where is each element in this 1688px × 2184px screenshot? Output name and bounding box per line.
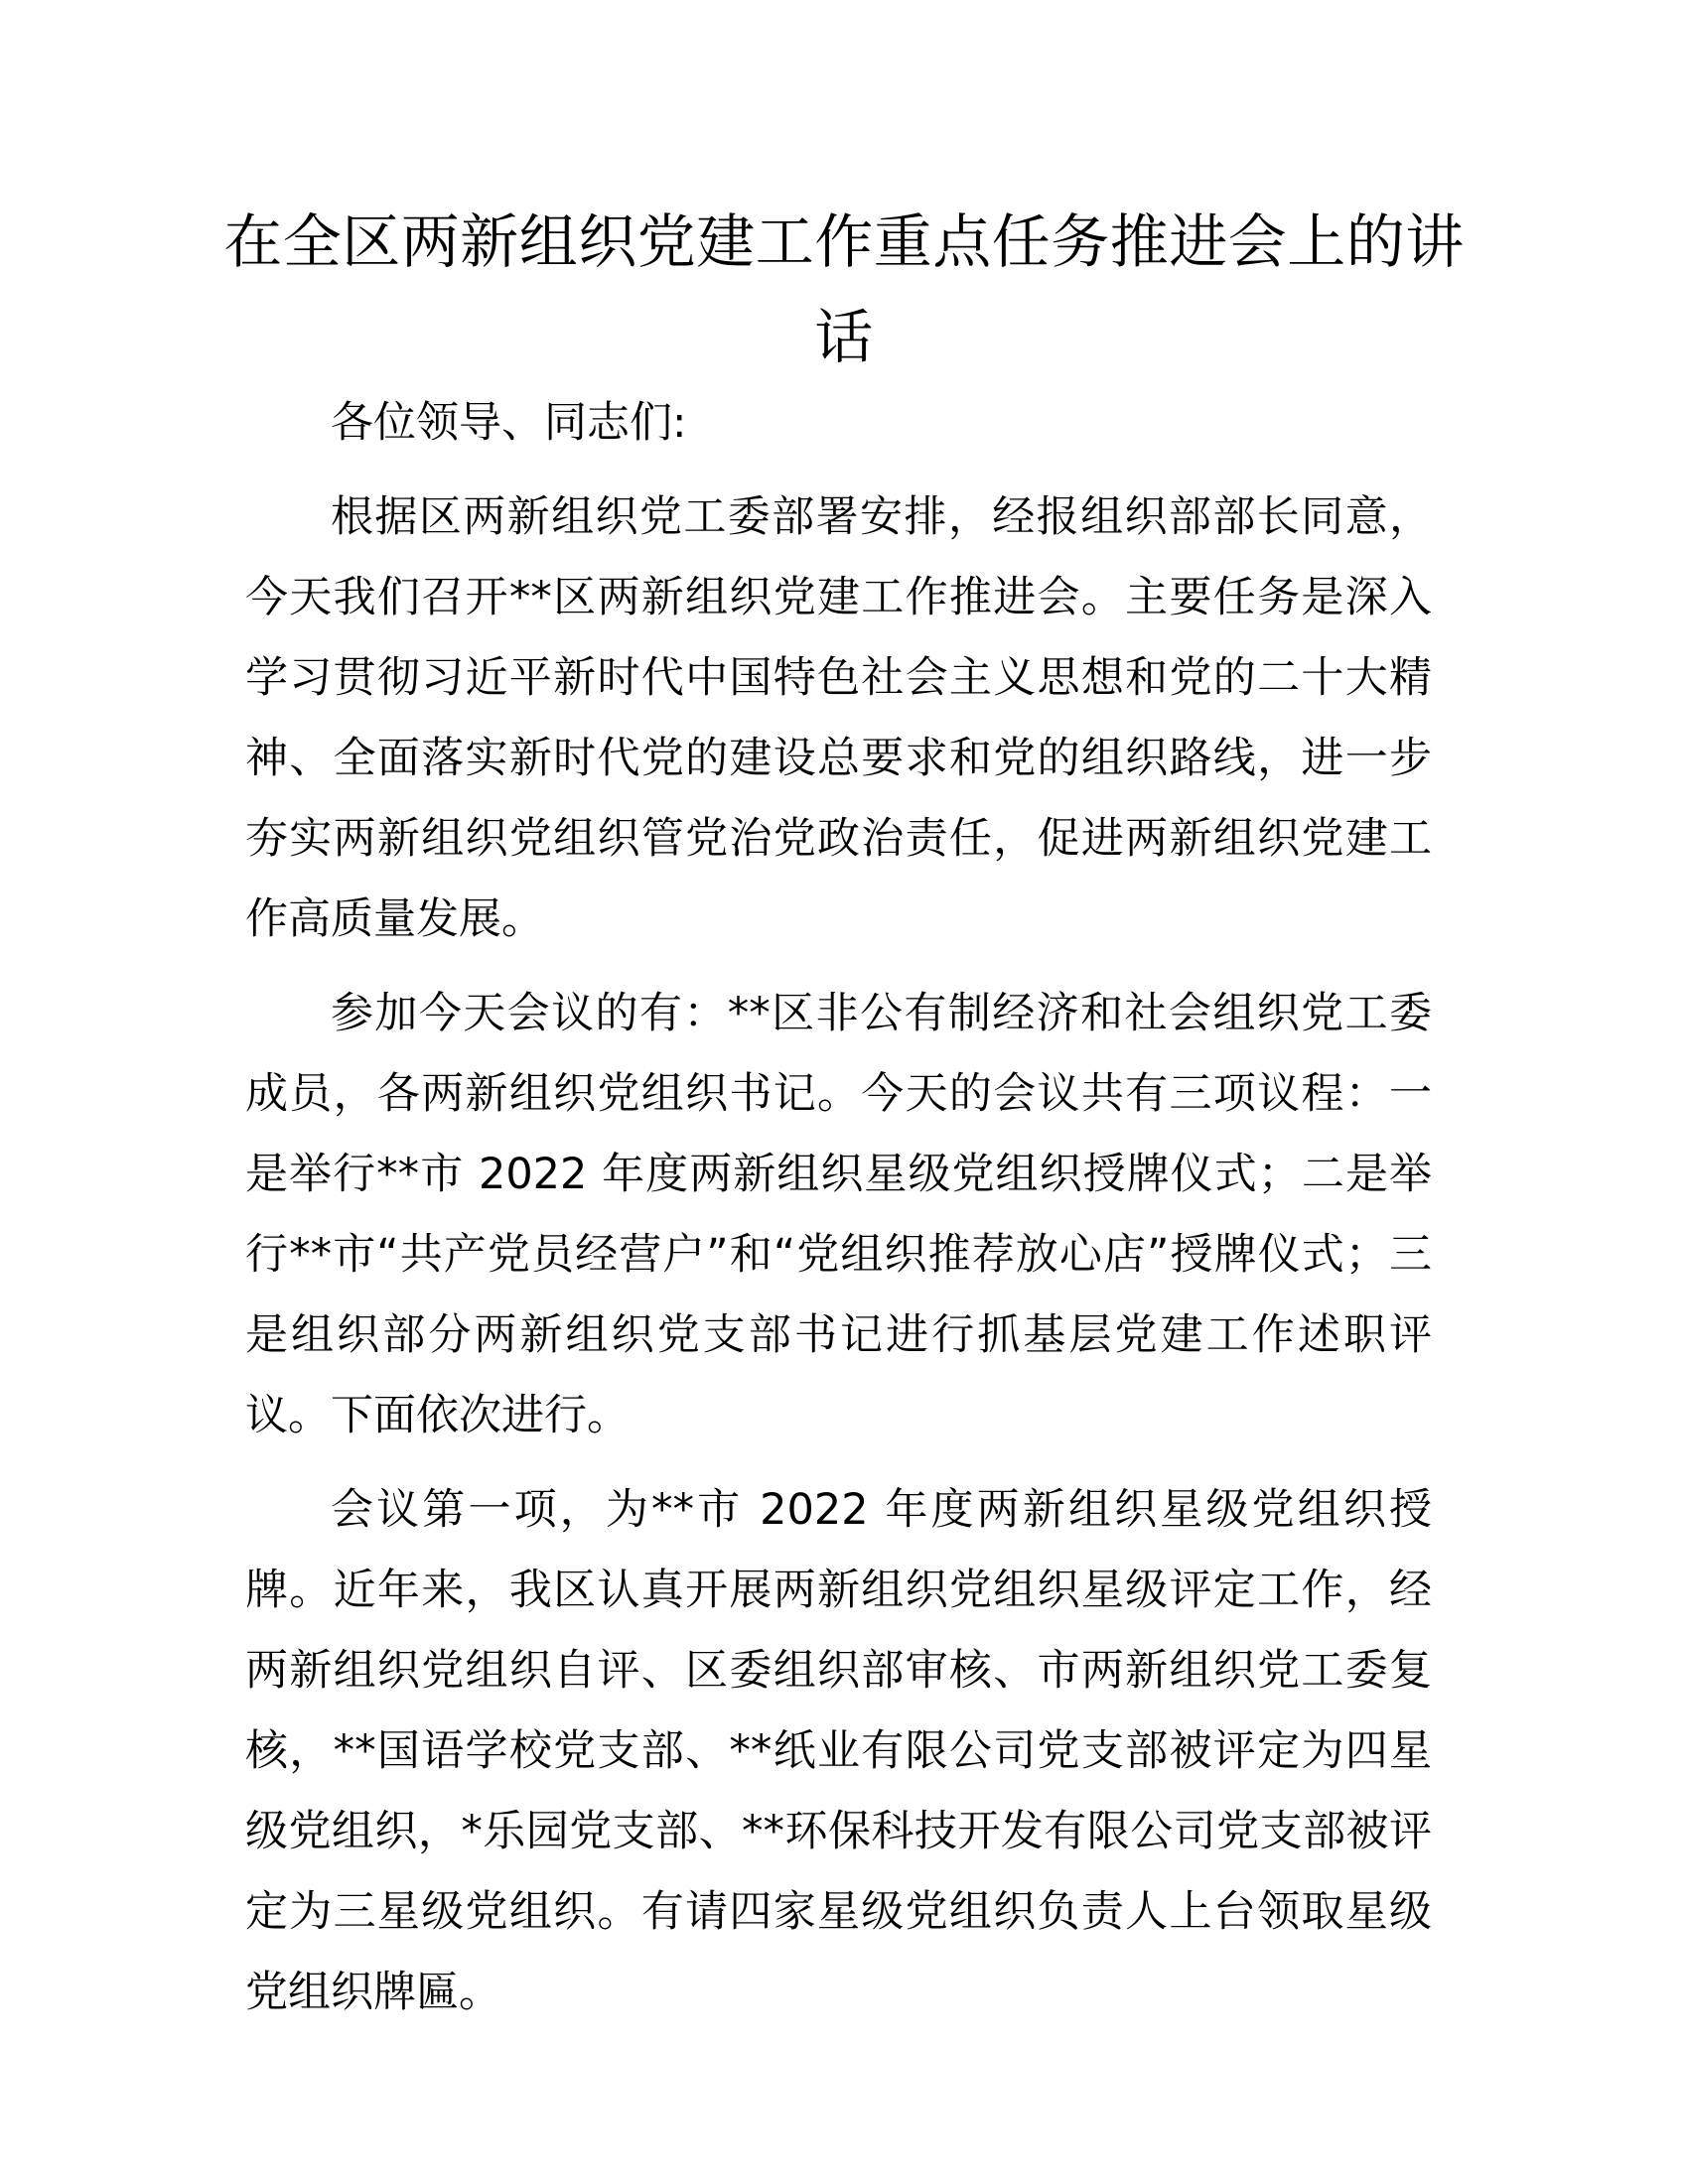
document-title: 在全区两新组织党建工作重点任务推进会上的讲话 [223, 207, 1465, 371]
body-paragraph-3: 会议第一项，为**市 2022 年度两新组织星级党组织授牌。近年来，我区认真开展两新组织党组织星级评定工作，经两新组织党组织自评、区委组织部审核、市两新组织党工委复核，**国语学校党支部、**纸业有限公司党支部被评定为四星级党组织，*乐园党支部、**环保科技开发有限公司党支部被评定为三星级党组织。有请四家星级党组织负责人上台领取星级党组织牌匾。 [245, 1485, 1432, 2017]
document-body [245, 383, 1432, 2047]
body-paragraph-2: 参加今天会议的有：**区非公有制经济和社会组织党工委成员，各两新组织党组织书记。今天的会议共有三项议程：一是举行**市 2022 年度两新组织星级党组织授牌仪式；二是举行**市“共产党员经营户”和“党组织推荐放心店”授牌仪式；三是组织部分两新组织党支部书记进行抓基层党建工作述职评议。下面依次进行。 [245, 989, 1432, 1440]
body-paragraph-1: 根据区两新组织党工委部署安排，经报组织部部长同意，今天我们召开**区两新组织党建工作推进会。主要任务是深入学习贯彻习近平新时代中国特色社会主义思想和党的二十大精神、全面落实新时代党的建设总要求和党的组织路线，进一步夯实两新组织党组织管党治党政治责任，促进两新组织党建工作高质量发展。 [245, 492, 1432, 944]
salutation: 各位领导、同志们: [331, 398, 687, 448]
